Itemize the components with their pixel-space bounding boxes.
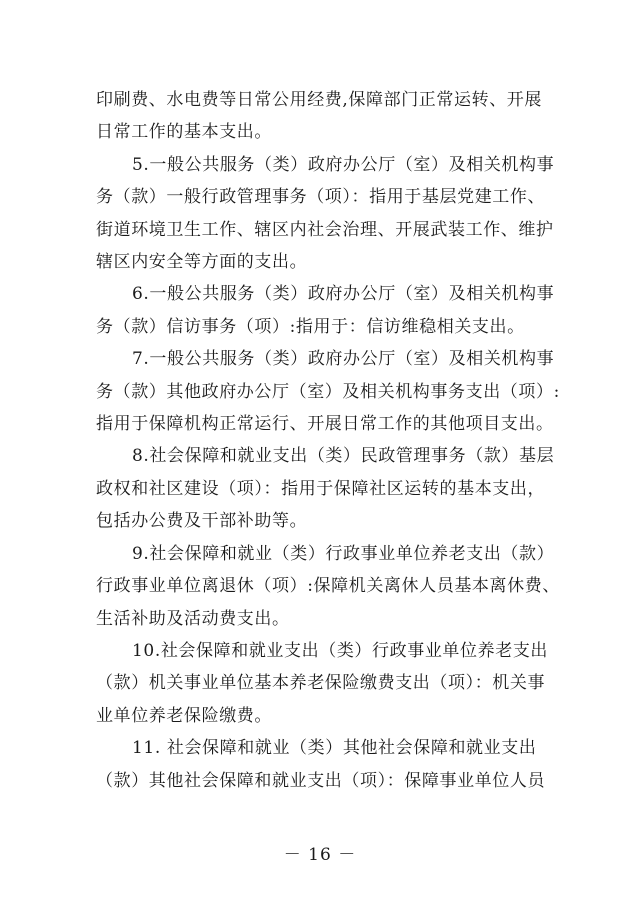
paragraph-item-7 (96, 343, 560, 440)
paragraph-item-5 (96, 149, 555, 279)
paragraph-item-8 (96, 440, 555, 537)
paragraph-item-6 (96, 278, 555, 343)
text-line: 7.一般公共服务（类）政府办公厅（室）及相关机构事 (132, 349, 555, 370)
text-line: 包括办公费及干部补助等。 (96, 511, 308, 532)
document-body (96, 84, 560, 797)
text-line: 10.社会保障和就业支出（类）行政事业单位养老支出 (132, 640, 549, 661)
text-line: 街道环境卫生工作、辖区内社会治理、开展武装工作、维护 (96, 219, 554, 240)
text-line: 业单位养老保险缴费。 (96, 705, 272, 726)
text-line: 9.社会保障和就业（类）行政事业单位养老支出（款） (132, 543, 555, 564)
paragraph-continuation (96, 84, 544, 149)
text-line: 生活补助及活动费支出。 (96, 608, 290, 629)
text-line: （款）其他社会保障和就业支出（项）：保障事业单位人员 (96, 770, 546, 791)
paragraph-item-10 (96, 635, 549, 732)
text-line: 11. 社会保障和就业（类）其他社会保障和就业支出 (132, 738, 537, 759)
text-line: （款）机关事业单位基本养老保险缴费支出（项）：机关事 (96, 673, 546, 694)
text-line: 务（款）一般行政管理事务（项）：指用于基层党建工作、 (96, 187, 546, 208)
text-line: 政权和社区建设（项）：指用于保障社区运转的基本支出， (96, 478, 546, 499)
text-line: 8.社会保障和就业支出（类）民政管理事务（款）基层 (132, 446, 555, 467)
paragraph-item-11 (96, 732, 544, 797)
text-line: 务（款）其他政府办公厅（室）及相关机构事务支出（项）: (96, 381, 560, 402)
text-line: 行政事业单位离退休（项）:保障机关离休人员基本离休费、 (96, 576, 560, 597)
text-line: 务（款）信访事务（项）:指用于：信访维稳相关支出。 (96, 316, 525, 337)
text-line: 印刷费、水电费等日常公用经费,保障部门正常运转、开展 (96, 90, 543, 110)
text-line: 辖区内安全等方面的支出。 (96, 252, 308, 273)
text-line: 指用于保障机构正常运行、开展日常工作的其他项目支出。 (96, 414, 554, 435)
text-line: 5.一般公共服务（类）政府办公厅（室）及相关机构事 (132, 154, 555, 175)
text-line: 日常工作的基本支出。 (96, 122, 272, 143)
page-number: － 16 － (283, 845, 357, 865)
text-line: 6.一般公共服务（类）政府办公厅（室）及相关机构事 (132, 284, 555, 305)
paragraph-item-9 (96, 538, 560, 635)
